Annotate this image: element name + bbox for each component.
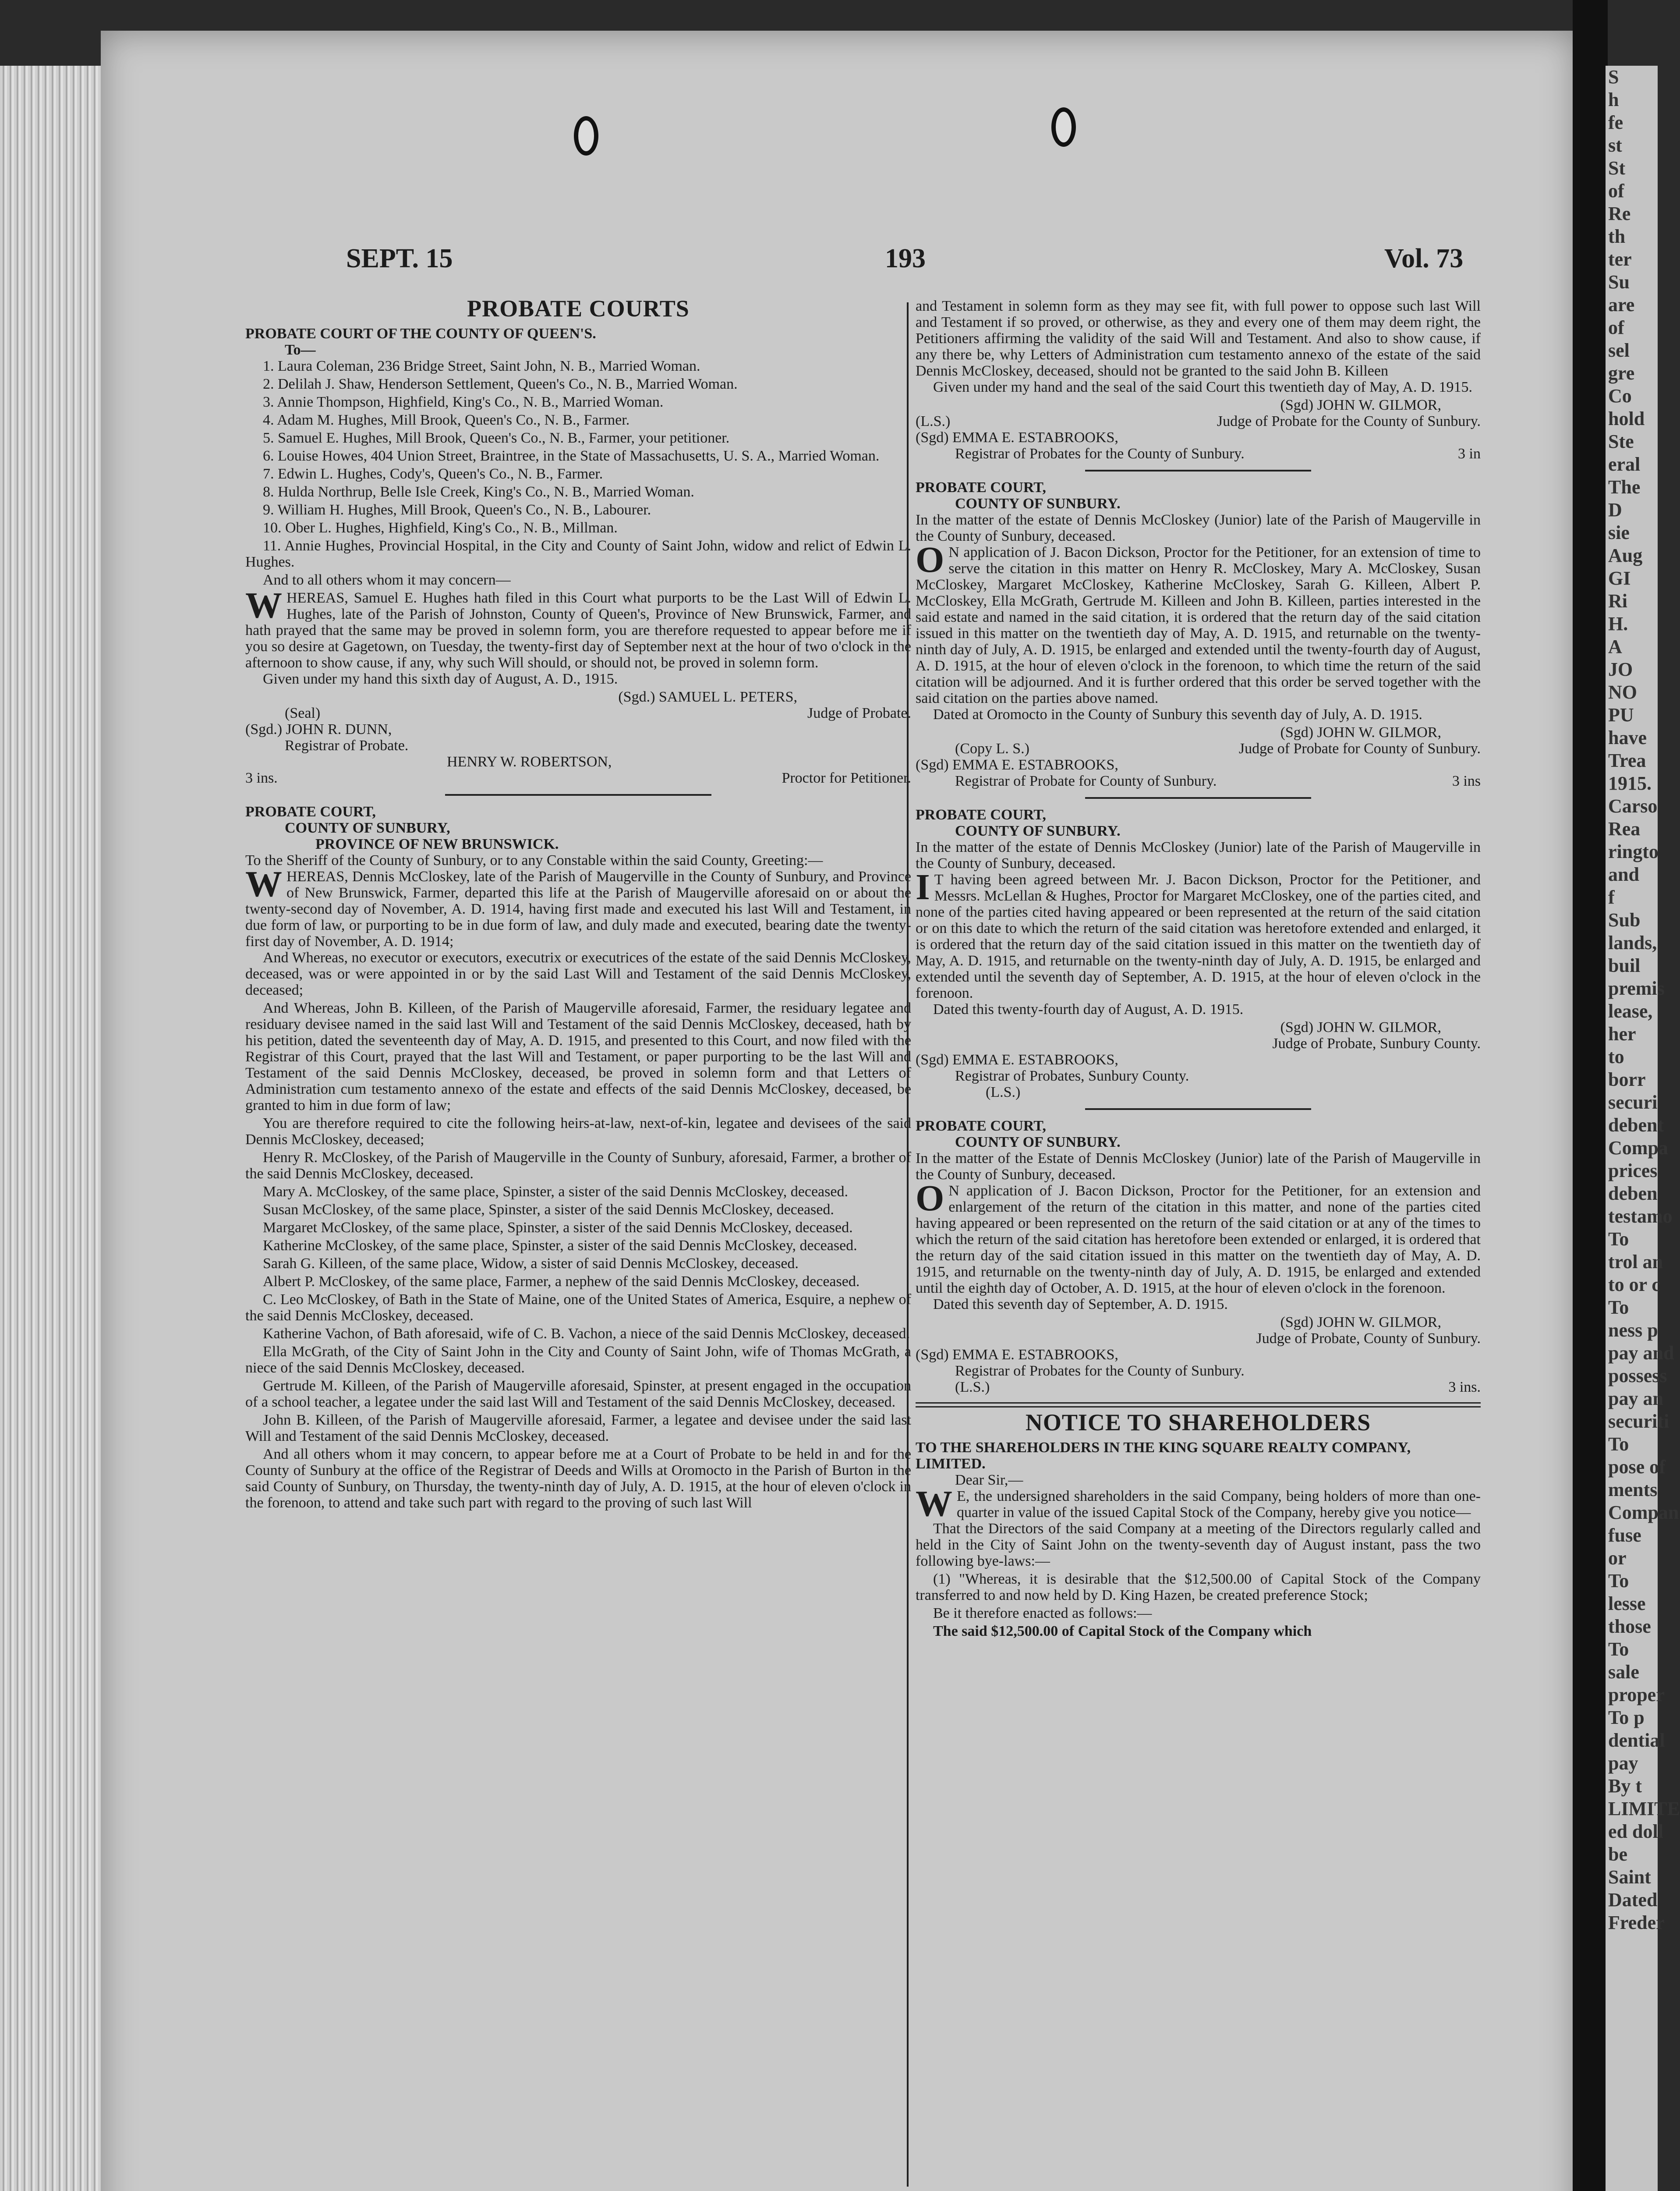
notice-paragraph bbox=[916, 1483, 1481, 1524]
fragment-line: To bbox=[1608, 1570, 1629, 1592]
fragment-line: premis bbox=[1608, 978, 1665, 999]
fragment-line: Dated bbox=[1608, 1889, 1658, 1911]
addressee-entry: 4. Adam M. Hughes, Mill Brook, Queen's Co., N. B., Farmer. bbox=[263, 412, 630, 428]
fragment-line: Compan bbox=[1608, 1502, 1679, 1523]
fragment-line: pay an bbox=[1608, 1388, 1663, 1409]
court-title: PROBATE COURT, bbox=[916, 1118, 1046, 1134]
order-paragraph bbox=[916, 539, 1481, 706]
whereas-paragraph bbox=[245, 585, 911, 671]
fragment-line: sel bbox=[1608, 340, 1630, 361]
drop-cap: W bbox=[916, 1483, 952, 1524]
fragment-line: Rea bbox=[1608, 818, 1641, 840]
citation-paragraph: Susan McCloskey, of the same place, Spinster, a sister of the said Dennis McCloskey, deceased. bbox=[263, 1202, 834, 1218]
court-title: PROBATE COURT, bbox=[245, 804, 376, 820]
given-line: Given under my hand this sixth day of August, A. D., 1915. bbox=[263, 671, 618, 687]
right-column bbox=[916, 298, 1481, 1641]
fragment-line: be bbox=[1608, 1844, 1627, 1865]
fragment-line: proper bbox=[1608, 1684, 1665, 1705]
seal-mark: (Seal) bbox=[285, 705, 321, 721]
registrar-signature: (Sgd) EMMA E. ESTABROOKS, bbox=[916, 429, 1118, 446]
judge-signature: (Sgd) JOHN W. GILMOR, bbox=[1280, 1314, 1441, 1330]
citation-body bbox=[245, 864, 911, 1511]
citation-paragraph: And Whereas, John B. Killeen, of the Parish of Maugerville aforesaid, Farmer, the residuary legatee and residuary devisee named in the said last Will and Testament of the said Dennis McCloskey, deceased, hath by his petition, dated the seventeenth day of May, A. D. 1915, and presented to this Court, and now filed with the Registrar of this Court, prayed that the last Will and Testament, or paper purporting to be the last Will and Testament of the said Dennis McCloskey, deceased, be proved in solemn form and that Letters of Administration cum testamento annexo of the estate and effects of the said Dennis McCloskey, deceased, be granted to him in due form of law; bbox=[245, 1000, 911, 1113]
addressee-entry: 5. Samuel E. Hughes, Mill Brook, Queen's Co., N. B., Farmer, your petitioner. bbox=[263, 430, 730, 446]
fragment-line: securiti bbox=[1608, 1411, 1669, 1432]
citation-paragraph: Sarah G. Killeen, of the same place, Widow, a sister of said Dennis McCloskey, deceased. bbox=[263, 1255, 799, 1272]
fragment-line: By t bbox=[1608, 1775, 1642, 1797]
addressee-entry: 11. Annie Hughes, Provincial Hospital, in the City and County of Saint John, widow and relict of Edwin L. Hughes. bbox=[245, 538, 911, 570]
registrar-title: Registrar of Probates for the County of Sunbury. bbox=[955, 446, 1245, 462]
fragment-line: gre bbox=[1608, 362, 1635, 384]
fragment-line: or bbox=[1608, 1547, 1627, 1569]
fragment-line: PU bbox=[1608, 704, 1634, 726]
drop-cap: I bbox=[916, 867, 930, 908]
citation-paragraph: Margaret McCloskey, of the same place, Spinster, a sister of the said Dennis McCloskey, deceased. bbox=[263, 1220, 853, 1236]
order-paragraph bbox=[916, 1178, 1481, 1296]
fragment-line: sale bbox=[1608, 1661, 1639, 1683]
citation-paragraph: And all others whom it may concern, to appear before me at a Court of Probate to be held in and for the County of Sunbury at the office of the Registrar of Deeds and Wills at Oromocto in the Parish of Burton in the said County of Sunbury, on Thursday, the twenty-ninth day of July, A. D. 1915, at the hour of eleven o'clock in the forenoon, to attend and take such part with regard to the proving of such last Will bbox=[245, 1446, 911, 1511]
judge-signature: (Sgd) JOHN W. GILMOR, bbox=[1280, 1019, 1441, 1035]
citation-paragraph: Katherine Vachon, of Bath aforesaid, wife of C. B. Vachon, a niece of the said Dennis McCloskey, deceased. bbox=[263, 1326, 910, 1342]
fragment-line: ness p bbox=[1608, 1319, 1658, 1341]
fragment-line: Re bbox=[1608, 203, 1631, 224]
fragment-line: th bbox=[1608, 226, 1626, 247]
fragment-line: pose of bbox=[1608, 1456, 1666, 1478]
matter-line: In the matter of the estate of Dennis McCloskey (Junior) late of the Parish of Maugerville in the County of Sunbury, deceased. bbox=[916, 512, 1481, 544]
judge-title: Judge of Probate for County of Sunbury. bbox=[1238, 741, 1481, 757]
fragment-line: dential bbox=[1608, 1730, 1665, 1751]
proctor-name: HENRY W. ROBERTSON, bbox=[447, 754, 612, 770]
registrar-title: Registrar of Probate. bbox=[285, 737, 409, 754]
section-rule bbox=[1085, 470, 1311, 472]
citation-paragraph: Albert P. McCloskey, of the same place, Farmer, a nephew of the said Dennis McCloskey, deceased. bbox=[263, 1273, 860, 1290]
page-number: 193 bbox=[885, 244, 926, 273]
seal-mark: (L.S.) bbox=[916, 413, 951, 429]
left-column bbox=[245, 295, 911, 1513]
judge-title: Judge of Probate for the County of Sunbury. bbox=[1217, 413, 1481, 429]
judge-signature: (Sgd) JOHN W. GILMOR, bbox=[1280, 724, 1441, 741]
section-rule bbox=[1085, 1108, 1311, 1110]
addressee-entry: 6. Louise Howes, 404 Union Street, Braintree, in the State of Massachusetts, U. S. A., Married Woman. bbox=[263, 448, 880, 464]
judge-signature: (Sgd) JOHN W. GILMOR, bbox=[1280, 397, 1441, 413]
fragment-line: possess bbox=[1608, 1365, 1667, 1386]
court-title: PROBATE COURT, bbox=[916, 479, 1046, 496]
fragment-line: Aug bbox=[1608, 545, 1643, 566]
fragment-line: of bbox=[1608, 180, 1624, 202]
citation-paragraph: Henry R. McCloskey, of the Parish of Maugerville in the County of Sunbury, aforesaid, Farmer, a brother of the said Dennis McCloskey, deceased. bbox=[245, 1149, 911, 1182]
notice-text: The said $12,500.00 of Capital Stock of the Company which bbox=[933, 1623, 1312, 1639]
fragment-line: D bbox=[1608, 499, 1622, 521]
notice-text: E, the undersigned shareholders in the said Company, being holders of more than one-quarter in value of the issued Capital Stock of the Company, hereby give you notice— bbox=[957, 1488, 1481, 1521]
citation-paragraph: Katherine McCloskey, of the same place, Spinster, a sister of the said Dennis McCloskey, deceased. bbox=[263, 1237, 857, 1254]
fragment-line: Freder bbox=[1608, 1912, 1665, 1933]
addressee-entry: 10. Ober L. Hughes, Highfield, King's Co., N. B., Millman. bbox=[263, 520, 618, 536]
registrar-signature: (Sgd) EMMA E. ESTABROOKS, bbox=[916, 757, 1118, 773]
header-date: SEPT. 15 bbox=[346, 244, 453, 273]
fragment-line: testamo bbox=[1608, 1205, 1673, 1227]
fragment-line: ed doll bbox=[1608, 1821, 1663, 1842]
county-title: COUNTY OF SUNBURY, bbox=[285, 820, 450, 836]
next-page-fragment bbox=[1606, 66, 1680, 2191]
fragment-line: Su bbox=[1608, 271, 1630, 293]
notice-address: TO THE SHAREHOLDERS IN THE KING SQUARE REALTY COMPANY, LIMITED. bbox=[916, 1439, 1411, 1472]
registrar-signature: (Sgd.) JOHN R. DUNN, bbox=[245, 721, 392, 737]
addressee-list bbox=[245, 358, 911, 570]
registrar-signature: (Sgd) EMMA E. ESTABROOKS, bbox=[916, 1052, 1118, 1068]
order-paragraph bbox=[916, 867, 1481, 1001]
judge-title: Judge of Probate. bbox=[807, 705, 911, 721]
citation-paragraph: And Whereas, no executor or executors, executrix or executrices of the estate of the said Dennis McCloskey, deceased, was or were appointed in or by the said Last Will and Testament of the said Dennis McCloskey, deceased; bbox=[245, 950, 911, 998]
fragment-line: fuse bbox=[1608, 1524, 1641, 1546]
insertion-count: 3 in bbox=[1458, 446, 1481, 462]
seal-mark: (L.S.) bbox=[986, 1084, 1021, 1100]
order-text: N application of J. Bacon Dickson, Proctor for the Petitioner, for an extension of time to serve the citation in this matter on Henry R. McCloskey, Mary A. McCloskey, Susan McCloskey, Margaret McCloskey, Katherine McCloskey, Sarah G. Killeen, Albert P. McCloskey, Ella McGrath, Gertrude M. Killeen and John B. Killeen, parties interested in the said estate and named in the said citation, it is ordered that the return day of the said citation issued in this matter on the twentieth day of May, A. D. 1915, and returnable on the twenty-ninth day of July, A. D. 1915, be enlarged and extended until the twenty-fourth day of August, A. D. 1915, at the hour of eleven o'clock in the forenoon, to which time the return of the said citation will be adjourned. And it is further ordered that this order be served together with the said citation on the parties above named. bbox=[916, 544, 1481, 706]
fragment-line: trol an bbox=[1608, 1251, 1663, 1273]
fragment-line: debent bbox=[1608, 1114, 1664, 1136]
fragment-line: and bbox=[1608, 864, 1639, 885]
court-title: PROBATE COURT OF THE COUNTY OF QUEEN'S. bbox=[245, 326, 596, 342]
fragment-line: Carso bbox=[1608, 795, 1658, 817]
judge-signature: (Sgd.) SAMUEL L. PETERS, bbox=[618, 689, 797, 705]
fragment-line: hold bbox=[1608, 408, 1645, 429]
fragment-line: Ste bbox=[1608, 431, 1634, 452]
fragment-line: Saint bbox=[1608, 1866, 1651, 1888]
insertion-count: 3 ins. bbox=[1448, 1379, 1481, 1395]
fragment-line: To bbox=[1608, 1638, 1629, 1660]
judge-title: Judge of Probate, County of Sunbury. bbox=[1256, 1330, 1481, 1347]
insertion-count: 3 ins. bbox=[245, 770, 278, 786]
to-line: To— bbox=[285, 342, 316, 358]
fragment-line: of bbox=[1608, 317, 1624, 338]
whereas-text: HEREAS, Samuel E. Hughes hath filed in this Court what purports to be the Last Will of Edwin L. Hughes, late of the Parish of Johnston, County of Queen's, Province of New Brunswick, Farmer, and hath prayed that the same may be proved in solemn form, you are therefore requested to appear before me if you so desire at Gagetown, on Tuesday, the twenty-first day of September next at the hour of two o'clock in the afternoon to show cause, if any, why such Will should, or should not, be proved in solemn form. bbox=[245, 590, 911, 671]
citation-paragraph: C. Leo McCloskey, of Bath in the State of Maine, one of the United States of America, Esquire, a nephew of the said Dennis McCloskey, deceased. bbox=[245, 1291, 911, 1324]
citation-paragraph: John B. Killeen, of the Parish of Maugerville aforesaid, Farmer, a legatee and devisee under the said last Will and Testament of the said Dennis McCloskey, deceased. bbox=[245, 1412, 911, 1444]
fragment-line: pay bbox=[1608, 1752, 1638, 1774]
order-text: T having been agreed between Mr. J. Bacon Dickson, Proctor for the Petitioner, and Messrs. McLellan & Hughes, Proctor for Margaret McCloskey, one of the parties cited, and none of the parties cited having appeared or been represented at the return of the said citation or on this date to which the return of the said citation was heretofore extended and enlarged, it is ordered that the return day of the said citation issued in this matter on the twentieth day of May, A. D. 1915, and returnable on the twenty-ninth day of July, A. D. 1915, be enlarged and extended until the seventh day of September, A. D. 1915, at the hour of eleven o'clock in the forenoon. bbox=[916, 872, 1481, 1001]
citation-paragraph: You are therefore required to cite the following heirs-at-law, next-of-kin, legatee and devisees of the said Dennis McCloskey, deceased; bbox=[245, 1115, 911, 1148]
fragment-line: to or c bbox=[1608, 1274, 1660, 1295]
volume-number: Vol. 73 bbox=[1384, 244, 1464, 273]
county-title: COUNTY OF SUNBURY. bbox=[955, 1134, 1121, 1150]
seal-mark: (Copy L. S.) bbox=[955, 741, 1029, 757]
matter-line: In the matter of the estate of Dennis McCloskey (Junior) late of the Parish of Maugerville in the County of Sunbury, deceased. bbox=[916, 839, 1481, 872]
fragment-line: To bbox=[1608, 1433, 1629, 1455]
punch-hole bbox=[1051, 107, 1076, 147]
fragment-line: St bbox=[1608, 157, 1626, 179]
section-double-rule bbox=[916, 1402, 1481, 1407]
fragment-line: JO bbox=[1608, 659, 1633, 680]
fragment-line: Trea bbox=[1608, 750, 1646, 771]
fragment-line: deben bbox=[1608, 1183, 1658, 1204]
section-heading: PROBATE COURTS bbox=[467, 295, 690, 322]
fragment-line: those bbox=[1608, 1616, 1651, 1637]
fragment-line: sie bbox=[1608, 522, 1630, 543]
fragment-line: lesse bbox=[1608, 1593, 1646, 1614]
drop-cap: O bbox=[916, 1178, 944, 1219]
fragment-line: buil bbox=[1608, 955, 1641, 976]
fragment-line: GI bbox=[1608, 567, 1631, 589]
fragment-line: st bbox=[1608, 135, 1622, 156]
fragment-line: ringto bbox=[1608, 841, 1659, 862]
drop-cap: W bbox=[245, 864, 282, 904]
fragment-line: lands, bbox=[1608, 932, 1657, 954]
section-heading: NOTICE TO SHAREHOLDERS bbox=[1025, 1409, 1371, 1436]
registrar-signature: (Sgd) EMMA E. ESTABROOKS, bbox=[916, 1347, 1118, 1363]
citation-paragraph: Mary A. McCloskey, of the same place, Spinster, a sister of the said Dennis McCloskey, deceased. bbox=[263, 1184, 848, 1200]
registrar-title: Registrar of Probate for County of Sunbury. bbox=[955, 773, 1217, 789]
whereas-paragraph bbox=[245, 864, 911, 950]
whereas-text: HEREAS, Dennis McCloskey, late of the Parish of Maugerville in the County of Sunbury, and Province of New Brunswick, Farmer, departed this life at the Parish of Maugerville aforesaid on or about the twenty-second day of November, A. D. 1914, having first made and executed his last Will and Testament, in due form of law, or purporting to be in due form of law, and duly made and executed, bearing date the twenty-first day of November, A. D. 1914; bbox=[245, 869, 911, 950]
notice-text: And to all others whom it may concern— bbox=[263, 572, 511, 588]
fragment-line: prices bbox=[1608, 1160, 1658, 1181]
drop-cap: W bbox=[245, 585, 282, 626]
drop-cap: O bbox=[916, 539, 944, 580]
insertion-count: 3 ins bbox=[1452, 773, 1481, 789]
fragment-line: h bbox=[1608, 89, 1619, 110]
judge-title: Judge of Probate, Sunbury County. bbox=[1272, 1035, 1481, 1052]
dated-line: Dated this seventh day of September, A. D. 1915. bbox=[933, 1296, 1228, 1312]
dated-line: Dated this twenty-fourth day of August, A. D. 1915. bbox=[933, 1001, 1244, 1018]
addressee-entry: 3. Annie Thompson, Highfield, King's Co., N. B., Married Woman. bbox=[263, 394, 664, 410]
fragment-line: securi bbox=[1608, 1092, 1658, 1113]
fragment-line: f bbox=[1608, 886, 1615, 908]
matter-line: In the matter of the Estate of Dennis McCloskey (Junior) late of the Parish of Maugerville in the County of Sunbury, deceased. bbox=[916, 1150, 1481, 1183]
citation-paragraph: Gertrude M. Killeen, of the Parish of Maugerville aforesaid, Spinster, at present engaged in the occupation of a school teacher, a legatee under the said last Will and Testament of the said Dennis McCloskey, deceased. bbox=[245, 1378, 911, 1410]
proctor-title: Proctor for Petitioner. bbox=[782, 770, 911, 786]
fragment-line: have bbox=[1608, 727, 1647, 748]
addressee-entry: 9. William H. Hughes, Mill Brook, Queen's Co., N. B., Labourer. bbox=[263, 502, 651, 518]
fragment-line: are bbox=[1608, 294, 1635, 316]
notice-text: Be it therefore enacted as follows:— bbox=[933, 1605, 1152, 1621]
registrar-title: Registrar of Probates, Sunbury County. bbox=[955, 1068, 1189, 1084]
fragment-line: Ri bbox=[1608, 590, 1627, 612]
county-title: COUNTY OF SUNBURY. bbox=[955, 496, 1121, 512]
fragment-line: A bbox=[1608, 636, 1622, 657]
punch-hole bbox=[574, 116, 598, 156]
salutation: Dear Sir,— bbox=[955, 1472, 1023, 1488]
fragment-line: to bbox=[1608, 1046, 1624, 1067]
addressee-entry: 7. Edwin L. Hughes, Cody's, Queen's Co., N. B., Farmer. bbox=[263, 466, 603, 482]
citation-paragraph: Ella McGrath, of the City of Saint John in the City and County of Saint John, wife of Thomas McGrath, a niece of the said Dennis McCloskey, deceased. bbox=[245, 1344, 911, 1376]
order-text: N application of J. Bacon Dickson, Proctor for the Petitioner, for an extension and enlargement of the return of the citation in this matter, and none of the parties cited having appeared or been represented on the return of the said citation or at any of the times to which the return of the said citation has heretofore been extended or enlarged, it is ordered that the return day of the said citation issued in this matter on the twentieth day of May, A. D. 1915, and returnable on the twenty-ninth day of July, A. D. 1915, be enlarged and extended until the eighth day of October, A. D. 1915, at the hour of eleven o'clock in the forenoon. bbox=[916, 1183, 1481, 1296]
fragment-line: Compa bbox=[1608, 1137, 1668, 1159]
fragment-line: The bbox=[1608, 476, 1641, 498]
registrar-title: Registrar of Probates for the County of Sunbury. bbox=[955, 1363, 1245, 1379]
fragment-line: Sub bbox=[1608, 909, 1641, 931]
dated-line: Dated at Oromocto in the County of Sunbury this seventh day of July, A. D. 1915. bbox=[933, 706, 1422, 723]
fragment-line: lease, bbox=[1608, 1000, 1653, 1022]
province-title: PROVINCE OF NEW BRUNSWICK. bbox=[315, 836, 559, 852]
fragment-line: ter bbox=[1608, 248, 1632, 270]
book-page-edges bbox=[0, 66, 105, 2191]
fragment-line: eral bbox=[1608, 454, 1641, 475]
court-title: PROBATE COURT, bbox=[916, 807, 1046, 823]
addressee-entry: 2. Delilah J. Shaw, Henderson Settlement, Queen's Co., N. B., Married Woman. bbox=[263, 376, 738, 392]
seal-mark: (L.S.) bbox=[955, 1379, 990, 1395]
sheriff-address: To the Sheriff of the County of Sunbury, or to any Constable within the said County, Greeting:— bbox=[245, 852, 823, 869]
fragment-line: borr bbox=[1608, 1069, 1646, 1090]
section-rule bbox=[1085, 797, 1311, 799]
fragment-line: fe bbox=[1608, 112, 1623, 133]
fragment-line: ments bbox=[1608, 1479, 1658, 1500]
fragment-line: her bbox=[1608, 1023, 1636, 1045]
fragment-line: To bbox=[1608, 1297, 1629, 1318]
notice-text: (1) "Whereas, it is desirable that the $12,500.00 of Capital Stock of the Company transferred to and now held by D. King Hazen, be created preference Stock; bbox=[916, 1571, 1481, 1603]
notice-text: That the Directors of the said Company at a meeting of the Directors regularly called and held in the City of Saint John on the twenty-seventh day of August instant, pass the two following bye-laws:— bbox=[916, 1521, 1481, 1569]
given-line: Given under my hand and the seal of the said Court this twentieth day of May, A. D. 1915. bbox=[933, 379, 1473, 395]
fragment-line: pay and bbox=[1608, 1342, 1674, 1364]
page-gutter bbox=[1573, 0, 1608, 2191]
county-title: COUNTY OF SUNBURY. bbox=[955, 823, 1121, 839]
fragment-line: Co bbox=[1608, 385, 1632, 407]
fragment-line: LIMITE bbox=[1608, 1798, 1680, 1819]
fragment-line: NO bbox=[1608, 681, 1637, 703]
addressee-entry: 8. Hulda Northrup, Belle Isle Creek, King's Co., N. B., Married Woman. bbox=[263, 484, 694, 500]
fragment-line: To bbox=[1608, 1228, 1629, 1250]
section-rule bbox=[445, 794, 711, 796]
fragment-line: H. bbox=[1608, 613, 1628, 635]
fragment-line: 1915. bbox=[1608, 773, 1652, 794]
addressee-entry: 1. Laura Coleman, 236 Bridge Street, Saint John, N. B., Married Woman. bbox=[263, 358, 700, 374]
citation-continued: and Testament in solemn form as they may see fit, with full power to oppose such last Will and Testament if so proved, or otherwise, as they and every one of them may deem right, the Petitioners affirming the validity of the said Will and Testament. And also to show cause, if any there be, why Letters of Administration cum testamento annexo of the estate of the said Dennis McCloskey, deceased, should not be granted to the said John B. Killeen bbox=[916, 298, 1481, 379]
fragment-line: S bbox=[1608, 66, 1619, 88]
fragment-line: To p bbox=[1608, 1707, 1645, 1728]
